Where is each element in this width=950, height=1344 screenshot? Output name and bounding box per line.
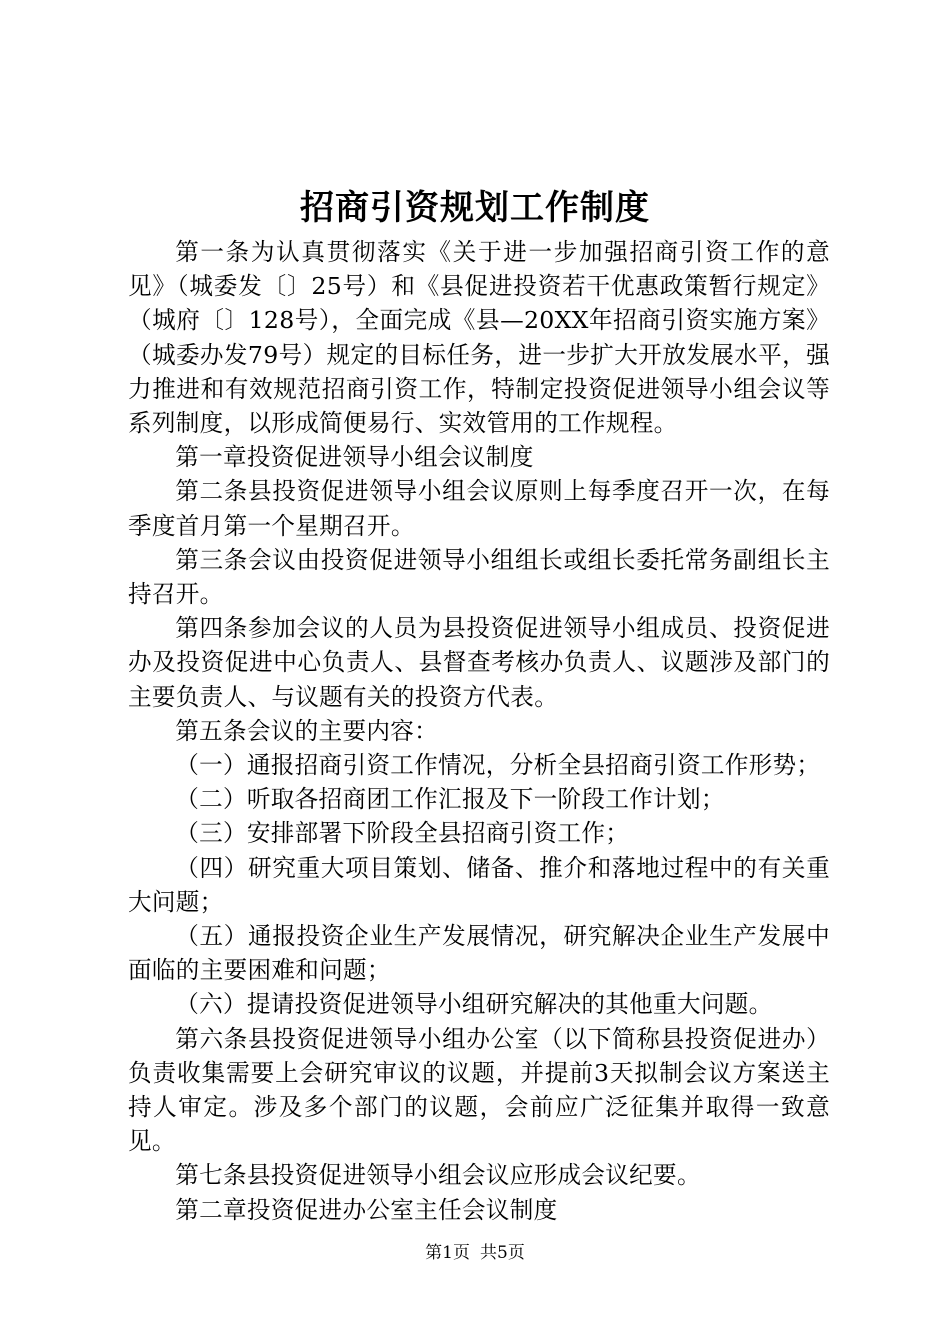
document-title: 招商引资规划工作制度 [300, 188, 650, 228]
list-item-2: （二）听取各招商团工作汇报及下一阶段工作计划； [175, 785, 725, 814]
paragraph-article-6: 第六条县投资促进领导小组办公室（以下简称县投资促进办）负责收集需要上会研究审议的议题，并提前3天拟制会议方案送主持人审定。涉及多个部门的议题，会前应广泛征集并取得一致意见。 [128, 1024, 830, 1156]
chapter-1-heading: 第一章投资促进领导小组会议制度 [175, 443, 534, 472]
document-body [128, 235, 830, 1227]
page-number: 第1页 [425, 1243, 470, 1263]
page-footer [0, 1241, 950, 1265]
paragraph-article-7: 第七条县投资促进领导小组会议应形成会议纪要。 [175, 1161, 701, 1190]
list-item-6: （六）提请投资促进领导小组研究解决的其他重大问题。 [175, 990, 773, 1019]
list-item-4: （四）研究重大项目策划、储备、推介和落地过程中的有关重大问题； [128, 853, 830, 916]
paragraph-article-5: 第五条会议的主要内容： [175, 716, 439, 745]
list-item-1: （一）通报招商引资工作情况，分析全县招商引资工作形势； [175, 751, 821, 780]
paragraph-article-3: 第三条会议由投资促进领导小组组长或组长委托常务副组长主持召开。 [128, 545, 830, 609]
list-item-5: （五）通报投资企业生产发展情况，研究解决企业生产发展中面临的主要困难和问题； [128, 922, 830, 985]
chapter-2-heading: 第二章投资促进办公室主任会议制度 [175, 1195, 558, 1224]
list-item-3: （三）安排部署下阶段全县招商引资工作； [175, 819, 630, 848]
paragraph-article-1: 第一条为认真贯彻落实《关于进一步加强招商引资工作的意见》（城委发〔〕25号）和《县促进投资若干优惠政策暂行规定》（城府〔〕128号），全面完成《县—20XX年招商引资实施方案》（城委办发79号）规定的目标任务，进一步扩大开放发展水平，强力推进和有效规范招商引资工作，特制定投资促进领导小组会议等系列制度，以形成简便易行、实效管用的工作规程。 [128, 238, 830, 438]
paragraph-article-4: 第四条参加会议的人员为县投资促进领导小组成员、投资促进办及投资促进中心负责人、县督查考核办负责人、议题涉及部门的主要负责人、与议题有关的投资方代表。 [128, 614, 830, 711]
paragraph-article-2: 第二条县投资促进领导小组会议原则上每季度召开一次，在每季度首月第一个星期召开。 [128, 477, 830, 540]
page-total: 共5页 [480, 1243, 525, 1263]
